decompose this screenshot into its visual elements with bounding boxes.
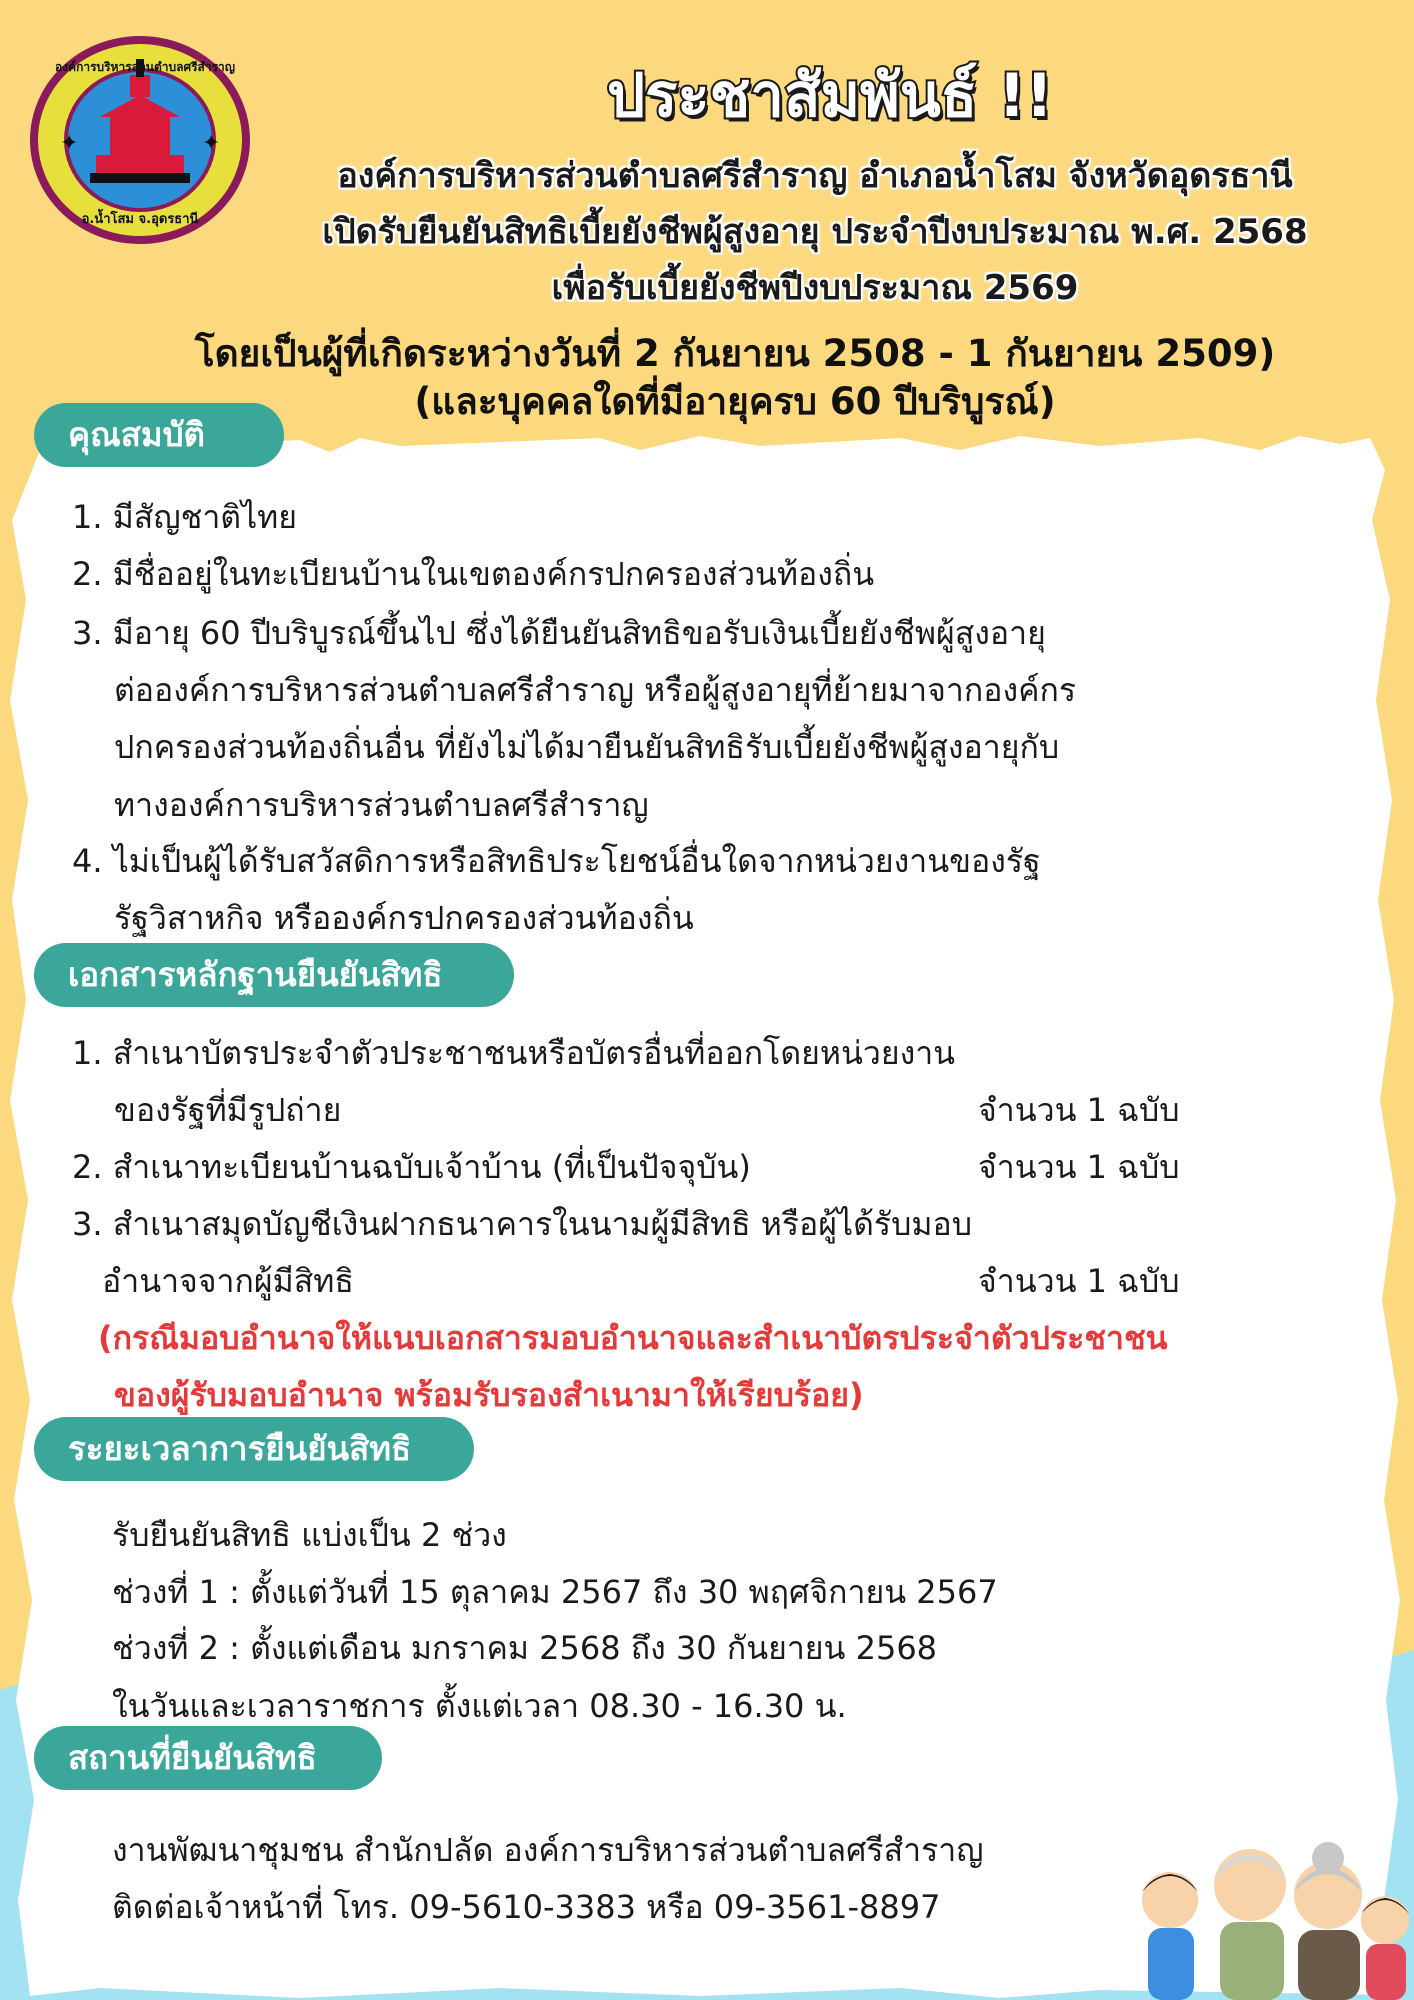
qualification-line: 2. มีชื่ออยู่ในทะเบียนบ้านในเขตองค์กรปกครองส่วนท้องถิ่น <box>72 555 875 593</box>
logo-text-top: องค์การบริหารส่วนตำบลศรีสำราญ <box>55 60 235 74</box>
qualification-line: ปกครองส่วนท้องถิ่นอื่น ที่ยังไม่ได้มายืนยันสิทธิรับเบี้ยยังชีพผู้สูงอายุกับ <box>114 728 1060 766</box>
qualification-line: 3. มีอายุ 60 ปีบริบูรณ์ขึ้นไป ซึ่งได้ยืนยันสิทธิขอรับเงินเบี้ยยังชีพผู้สูงอายุ <box>72 614 1046 652</box>
header-announcement: เปิดรับยืนยันสิทธิเบี้ยยังชีพผู้สูงอายุ ประจำปีงบประมาณ พ.ศ. 2568 <box>322 212 1308 252</box>
qualification-line: รัฐวิสาหกิจ หรือองค์กรปกครองส่วนท้องถิ่น <box>114 899 694 937</box>
document-line: 3. สำเนาสมุดบัญชีเงินฝากธนาคารในนามผู้มีสิทธิ หรือผู้ได้รับมอบ <box>72 1205 973 1243</box>
proxy-note-line2: ของผู้รับมอบอำนาจ พร้อมรับรองสำเนามาให้เรียบร้อย) <box>114 1376 864 1414</box>
header-age-note: (และบุคคลใดที่มีอายุครบ 60 ปีบริบูรณ์) <box>414 380 1056 423</box>
document-line: ของรัฐที่มีรูปถ่าย <box>114 1091 342 1129</box>
header-fiscal-year: เพื่อรับเบี้ยยังชีพปีงบประมาณ 2569 <box>551 268 1079 308</box>
document-quantity: จำนวน 1 ฉบับ <box>978 1091 1180 1129</box>
svg-text:✦: ✦ <box>60 131 79 156</box>
period-line: ช่วงที่ 1 : ตั้งแต่วันที่ 15 ตุลาคม 2567 ถึง 30 พฤศจิกายน 2567 <box>112 1573 998 1611</box>
period-line: ในวันและเวลาราชการ ตั้งแต่เวลา 08.30 - 16.30 น. <box>112 1687 847 1725</box>
qualification-line: 1. มีสัญชาติไทย <box>72 498 297 536</box>
document-line: 2. สำเนาทะเบียนบ้านฉบับเจ้าบ้าน (ที่เป็นปัจจุบัน) <box>72 1148 751 1186</box>
place-heading: สถานที่ยืนยันสิทธิ <box>34 1726 382 1790</box>
qualification-line: 4. ไม่เป็นผู้ได้รับสวัสดิการหรือสิทธิประโยชน์อื่นใดจากหน่วยงานของรัฐ <box>72 842 1041 880</box>
svg-text:✦: ✦ <box>202 131 221 156</box>
logo-text-bottom: อ.น้ำโสม จ.อุดรธานี <box>81 212 199 227</box>
document-quantity: จำนวน 1 ฉบับ <box>978 1148 1180 1186</box>
poster-title: ประชาสัมพันธ์ !! <box>607 61 1053 131</box>
qualification-line: ต่อองค์การบริหารส่วนตำบลศรีสำราญ หรือผู้สูงอายุที่ย้ายมาจากองค์กร <box>114 671 1077 709</box>
elderly-family-illustration <box>1130 1830 1410 2000</box>
place-line: งานพัฒนาชุมชน สำนักปลัด องค์การบริหารส่วนตำบลศรีสำราญ <box>112 1831 984 1869</box>
document-line: 1. สำเนาบัตรประจำตัวประชาชนหรือบัตรอื่นที่ออกโดยหน่วยงาน <box>72 1034 956 1072</box>
qualifications-heading: คุณสมบัติ <box>34 403 284 467</box>
place-line: ติดต่อเจ้าหน้าที่ โทร. 09-5610-3383 หรือ 09-3561-8897 <box>112 1888 941 1926</box>
document-quantity: จำนวน 1 ฉบับ <box>978 1262 1180 1300</box>
header-organization: องค์การบริหารส่วนตำบลศรีสำราญ อำเภอน้ำโสม จังหวัดอุดรธานี <box>337 156 1293 196</box>
document-line: อำนาจจากผู้มีสิทธิ <box>102 1262 354 1300</box>
proxy-note-line1: (กรณีมอบอำนาจให้แนบเอกสารมอบอำนาจและสำเนาบัตรประจำตัวประชาชน <box>98 1319 1168 1357</box>
documents-heading: เอกสารหลักฐานยืนยันสิทธิ <box>34 943 514 1007</box>
period-heading: ระยะเวลาการยืนยันสิทธิ <box>34 1417 474 1481</box>
qualification-line: ทางองค์การบริหารส่วนตำบลศรีสำราญ <box>114 786 649 824</box>
period-line: รับยืนยันสิทธิ แบ่งเป็น 2 ช่วง <box>112 1516 507 1554</box>
period-line: ช่วงที่ 2 : ตั้งแต่เดือน มกราคม 2568 ถึง 30 กันยายน 2568 <box>112 1629 938 1667</box>
header-birth-range: โดยเป็นผู้ที่เกิดระหว่างวันที่ 2 กันยายน 2508 - 1 กันยายน 2509) <box>194 332 1276 375</box>
